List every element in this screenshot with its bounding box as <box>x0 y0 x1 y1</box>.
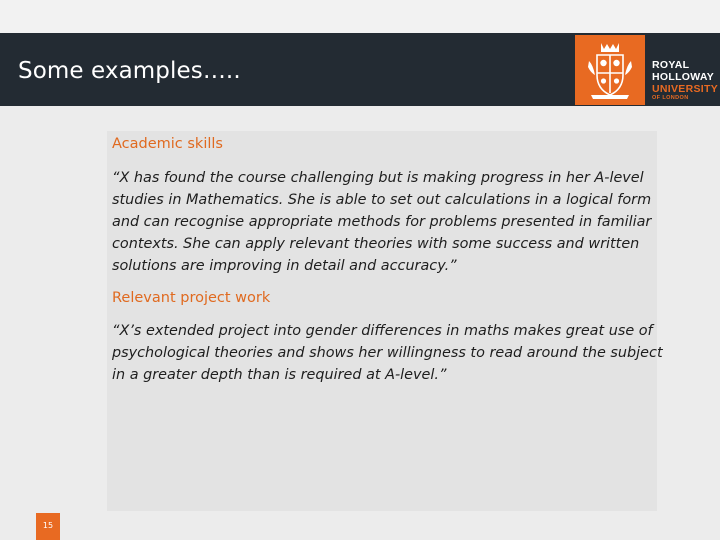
quote-line: contexts. She can apply relevant theories with some success and written <box>112 236 640 252</box>
quote-line: psychological theories and shows her willingness to read around the subject <box>112 345 663 361</box>
wordmark-of-london: OF LONDON <box>652 95 689 101</box>
wordmark-royal: ROYAL <box>652 59 690 71</box>
wordmark-holloway: HOLLOWAY <box>652 71 715 83</box>
university-wordmark <box>652 59 718 102</box>
section-heading-academic-skills: Academic skills <box>112 136 223 152</box>
quote-line: solutions are improving in detail and accuracy.” <box>112 258 457 274</box>
quote-line: “X has found the course challenging but is making progress in her A-level <box>112 170 644 186</box>
quote-line: and can recognise appropriate methods for problems presented in familiar <box>112 214 652 230</box>
wordmark-university: UNIVERSITY <box>652 83 719 95</box>
quote-line: in a greater depth than is required at A-level.” <box>112 367 447 383</box>
page-number: 15 <box>42 521 54 530</box>
quote-line: studies in Mathematics. She is able to set out calculations in a logical form <box>112 192 652 208</box>
top-strip <box>0 0 720 33</box>
university-crest-logo <box>575 35 645 105</box>
crest-icon <box>575 35 645 105</box>
section-heading-project-work: Relevant project work <box>112 290 271 306</box>
page-number-badge <box>36 513 60 540</box>
quote-academic-skills <box>112 167 657 277</box>
quote-project-work <box>112 320 663 386</box>
quote-line: “X’s extended project into gender differences in maths makes great use of <box>112 323 653 339</box>
slide-title: Some examples….. <box>18 58 241 84</box>
